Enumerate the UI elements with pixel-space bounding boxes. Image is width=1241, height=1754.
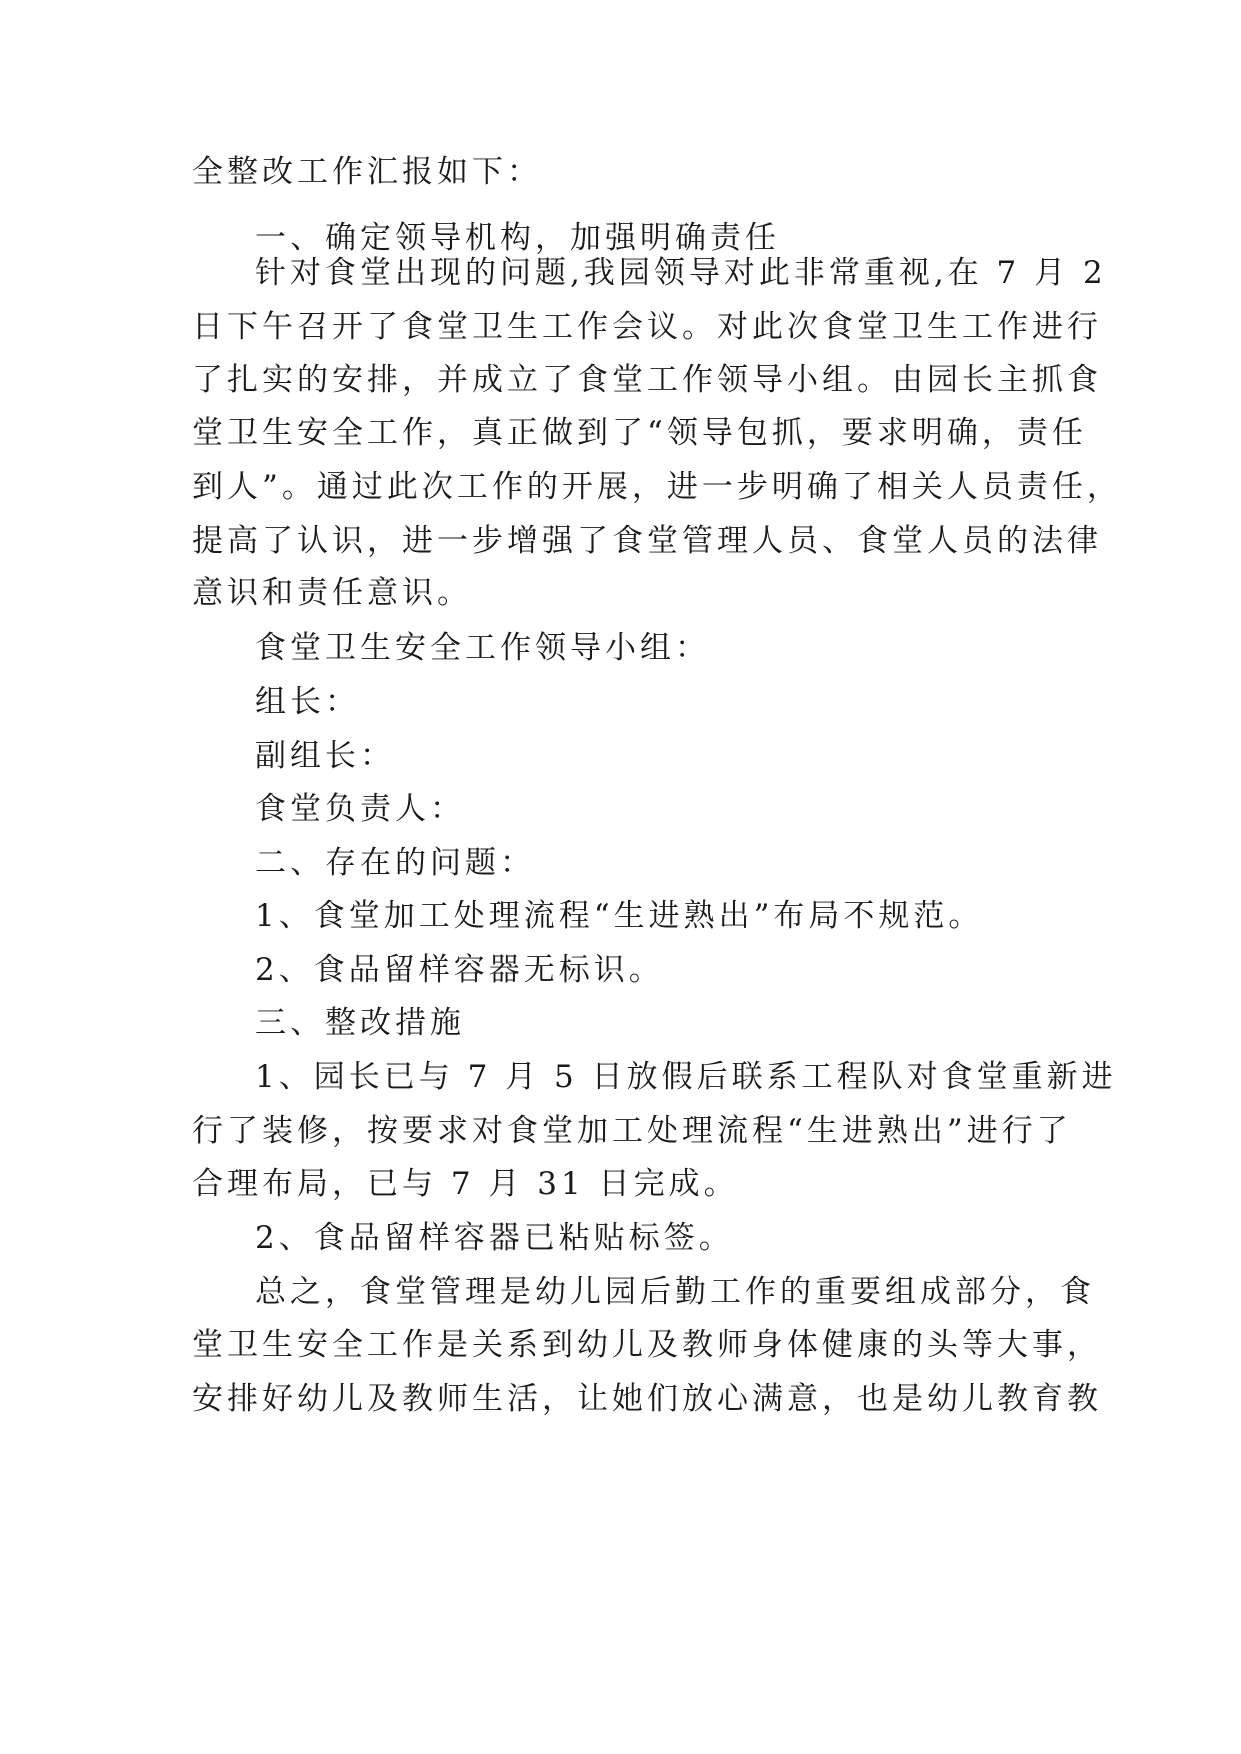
text-line: 合理布局，已与 7 月 31 日完成。 bbox=[192, 1166, 739, 1202]
text-line: 日下午召开了食堂卫生工作会议。对此次食堂卫生工作进行 bbox=[192, 309, 1102, 345]
text-line: 行了装修，按要求对食堂加工处理流程“生进熟出”进行了 bbox=[192, 1113, 1072, 1149]
text-line: 安排好幼儿及教师生活，让她们放心满意，也是幼儿教育教 bbox=[192, 1381, 1102, 1417]
list-item: 1、园长已与 7 月 5 日放假后联系工程队对食堂重新进 bbox=[255, 1059, 1117, 1095]
text-line: 到人”。通过此次工作的开展，进一步明确了相关人员责任， bbox=[192, 469, 1122, 505]
text-line: 意识和责任意识。 bbox=[192, 575, 472, 611]
list-item: 1、食堂加工处理流程“生进熟出”布局不规范。 bbox=[255, 898, 984, 934]
list-item: 2、食品留样容器无标识。 bbox=[255, 952, 664, 988]
text-line: 全整改工作汇报如下： bbox=[192, 154, 542, 190]
text-line: 总之，食堂管理是幼儿园后勤工作的重要组成部分，食 bbox=[255, 1274, 1095, 1310]
section-heading: 三、整改措施 bbox=[255, 1005, 465, 1041]
text-line: 堂卫生安全工作，真正做到了“领导包抓，要求明确，责任 bbox=[192, 415, 1087, 451]
text-line: 食堂卫生安全工作领导小组： bbox=[255, 630, 710, 666]
text-line: 食堂负责人： bbox=[255, 791, 465, 827]
text-line: 提高了认识，进一步增强了食堂管理人员、食堂人员的法律 bbox=[192, 523, 1102, 559]
section-heading: 一、确定领导机构，加强明确责任 bbox=[255, 220, 780, 256]
text-line: 副组长： bbox=[255, 738, 395, 774]
list-item: 2、食品留样容器已粘贴标签。 bbox=[255, 1220, 734, 1256]
text-line: 针对食堂出现的问题,我园领导对此非常重视,在 7 月 2 bbox=[255, 255, 1107, 291]
text-line: 组长： bbox=[255, 684, 360, 720]
section-heading: 二、存在的问题： bbox=[255, 845, 535, 881]
text-line: 了扎实的安排，并成立了食堂工作领导小组。由园长主抓食 bbox=[192, 362, 1102, 398]
text-line: 堂卫生安全工作是关系到幼儿及教师身体健康的头等大事， bbox=[192, 1327, 1102, 1363]
